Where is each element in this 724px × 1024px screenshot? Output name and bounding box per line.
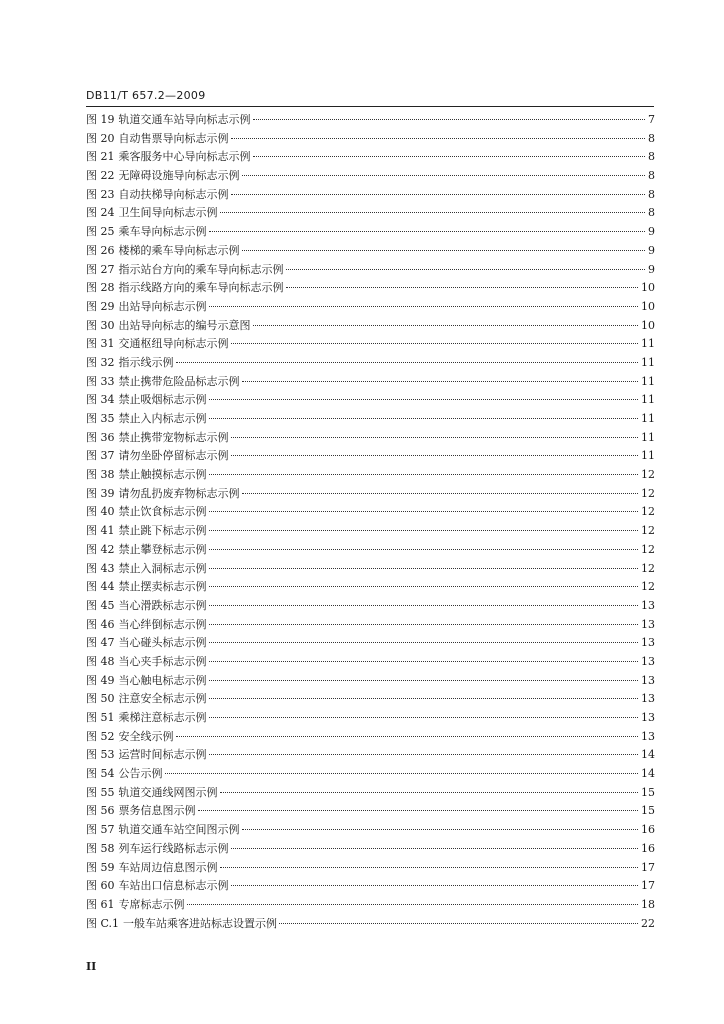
figure-title: 乘梯注意标志示例 [118, 711, 207, 724]
figure-title: 出站导向标志的编号示意图 [118, 318, 251, 332]
page-reference: 12 [641, 468, 655, 482]
page-reference: 9 [648, 243, 655, 257]
leader-dots [242, 493, 639, 494]
page-reference: 16 [641, 841, 655, 855]
leader-dots [231, 138, 646, 139]
figure-number: 图 22 [86, 169, 115, 183]
page-reference: 13 [641, 673, 655, 687]
figure-number: 图 38 [86, 468, 115, 482]
toc-entry[interactable] [86, 859, 655, 878]
toc-entry[interactable] [86, 485, 655, 504]
leader-dots [242, 250, 646, 251]
page-reference: 10 [641, 299, 655, 313]
leader-dots [253, 325, 639, 326]
figure-title: 请勿乱扔废弃物标志示例 [118, 486, 240, 500]
figure-title: 注意安全标志示例 [118, 692, 207, 706]
figure-title: 当心碰头标志示例 [118, 636, 207, 650]
figure-number: 图 33 [86, 374, 115, 388]
page-reference: 16 [641, 823, 655, 837]
leader-dots [209, 624, 639, 625]
toc-entry[interactable] [86, 765, 655, 784]
toc-entry[interactable] [86, 429, 655, 448]
header-rule [86, 106, 654, 107]
toc-entry[interactable] [86, 298, 655, 317]
leader-dots [242, 829, 639, 830]
figure-number: 图 41 [86, 524, 115, 538]
toc-entry[interactable] [86, 840, 655, 859]
leader-dots [209, 568, 639, 569]
figure-number: 图 50 [86, 692, 115, 706]
toc-entry[interactable] [86, 784, 655, 803]
page-reference: 11 [641, 449, 655, 463]
page-reference: 13 [641, 692, 655, 706]
table-of-figures [86, 111, 655, 933]
figure-title: 指示线路方向的乘车导向标志示例 [118, 281, 284, 295]
page-reference: 9 [648, 262, 655, 276]
figure-title: 自动扶梯导向标志示例 [118, 187, 229, 201]
figure-number: 图 60 [86, 879, 115, 893]
page-reference: 11 [641, 430, 655, 444]
figure-title: 禁止触摸标志示例 [118, 468, 207, 482]
leader-dots [209, 511, 639, 512]
figure-title: 指示线示例 [118, 355, 174, 369]
figure-number: 图 42 [86, 542, 115, 556]
page-reference: 11 [641, 355, 655, 369]
figure-title: 车站出口信息标志示例 [118, 879, 229, 893]
page-reference: 12 [641, 561, 655, 575]
figure-title: 轨道交通车站空间图示例 [118, 823, 240, 837]
page-reference: 11 [641, 412, 655, 425]
leader-dots [231, 885, 639, 886]
figure-number: 图 26 [86, 243, 115, 257]
figure-number: 图 32 [86, 355, 115, 369]
leader-dots [286, 287, 639, 288]
toc-entry[interactable] [86, 391, 655, 410]
figure-number: 图 31 [86, 337, 115, 351]
page-reference: 11 [641, 374, 655, 388]
figure-title: 当心触电标志示例 [118, 673, 207, 687]
figure-title: 禁止携带宠物标志示例 [118, 430, 229, 444]
leader-dots [220, 212, 646, 213]
figure-number: 图 25 [86, 225, 115, 239]
toc-entry[interactable] [86, 111, 655, 130]
toc-entry[interactable] [86, 335, 655, 354]
figure-title: 禁止跳下标志示例 [118, 524, 207, 538]
toc-entry[interactable] [86, 447, 655, 466]
page-reference: 15 [641, 785, 655, 799]
figure-number: 图 51 [86, 711, 115, 724]
leader-dots [231, 437, 639, 438]
toc-entry[interactable] [86, 373, 655, 392]
leader-dots [242, 175, 646, 176]
figure-title: 交通枢纽导向标志示例 [118, 337, 229, 351]
figure-number: 图 40 [86, 505, 115, 519]
page-reference: 13 [641, 636, 655, 650]
toc-entry[interactable] [86, 746, 655, 765]
leader-dots [209, 586, 639, 587]
leader-dots [187, 904, 639, 905]
page-reference: 14 [641, 748, 655, 762]
figure-number: 图 36 [86, 430, 115, 444]
page-reference: 12 [641, 580, 655, 594]
figure-title: 自动售票导向标志示例 [118, 131, 229, 145]
figure-number: 图 34 [86, 393, 115, 407]
figure-number: 图 53 [86, 748, 115, 762]
page-reference: 8 [648, 206, 655, 220]
toc-entry[interactable] [86, 672, 655, 691]
leader-dots [209, 642, 639, 643]
figure-number: 图 24 [86, 206, 115, 220]
toc-entry[interactable] [86, 466, 655, 485]
figure-title: 禁止攀登标志示例 [118, 542, 207, 556]
page-reference: 11 [641, 393, 655, 407]
toc-entry[interactable] [86, 653, 655, 672]
leader-dots [253, 119, 646, 120]
toc-entry[interactable] [86, 410, 655, 429]
page-reference: 10 [641, 318, 655, 332]
figure-title: 当心绊倒标志示例 [118, 617, 207, 631]
leader-dots [209, 231, 646, 232]
toc-entry[interactable] [86, 261, 655, 280]
leader-dots [209, 680, 639, 681]
toc-entry[interactable] [86, 167, 655, 186]
figure-title: 禁止入内标志示例 [118, 412, 207, 425]
figure-number: 图 59 [86, 860, 115, 874]
figure-title: 轨道交通车站导向标志示例 [118, 113, 251, 126]
figure-title: 安全线示例 [118, 729, 174, 743]
figure-number: 图 46 [86, 617, 115, 631]
figure-title: 禁止吸烟标志示例 [118, 393, 207, 407]
leader-dots [176, 736, 639, 737]
figure-number: 图 39 [86, 486, 115, 500]
leader-dots [209, 418, 639, 419]
figure-number: 图 27 [86, 262, 115, 276]
figure-title: 一般车站乘客进站标志设置示例 [123, 916, 278, 930]
toc-entry[interactable] [86, 560, 655, 579]
figure-title: 乘客服务中心导向标志示例 [118, 150, 251, 164]
page-reference: 13 [641, 654, 655, 668]
toc-entry[interactable] [86, 317, 655, 336]
leader-dots [165, 773, 639, 774]
figure-title: 运营时间标志示例 [118, 748, 207, 762]
leader-dots [231, 848, 639, 849]
figure-title: 禁止携带危险品标志示例 [118, 374, 240, 388]
figure-number: 图 30 [86, 318, 115, 332]
toc-entry[interactable] [86, 915, 655, 934]
figure-number: 图 54 [86, 767, 115, 781]
figure-number: 图 43 [86, 561, 115, 575]
toc-entry[interactable] [86, 896, 655, 915]
page-reference: 13 [641, 617, 655, 631]
leader-dots [209, 530, 639, 531]
toc-entry[interactable] [86, 354, 655, 373]
figure-number: 图 28 [86, 281, 115, 295]
figure-title: 当心滑跌标志示例 [118, 598, 207, 612]
toc-entry[interactable] [86, 148, 655, 167]
figure-title: 乘车导向标志示例 [118, 225, 207, 239]
toc-entry[interactable] [86, 578, 655, 597]
figure-title: 无障碍设施导向标志示例 [118, 169, 240, 183]
figure-title: 请勿坐卧停留标志示例 [118, 449, 229, 463]
figure-number: 图 44 [86, 580, 115, 594]
figure-number: 图 47 [86, 636, 115, 650]
toc-entry[interactable] [86, 728, 655, 747]
toc-entry[interactable] [86, 204, 655, 223]
figure-number: 图 58 [86, 841, 115, 855]
figure-title: 列车运行线路标志示例 [118, 841, 229, 855]
figure-number: 图 19 [86, 113, 115, 126]
page-reference: 14 [641, 767, 655, 781]
figure-number: 图 20 [86, 131, 115, 145]
page-reference: 13 [641, 729, 655, 743]
leader-dots [279, 923, 638, 924]
page-reference: 11 [641, 337, 655, 351]
leader-dots [242, 381, 639, 382]
leader-dots [209, 399, 639, 400]
figure-title: 禁止入洞标志示例 [118, 561, 207, 575]
toc-entry[interactable] [86, 690, 655, 709]
page-reference: 12 [641, 524, 655, 538]
leader-dots [209, 549, 639, 550]
figure-number: 图 61 [86, 897, 115, 911]
page-reference: 17 [641, 860, 655, 874]
toc-entry[interactable] [86, 130, 655, 149]
figure-number: 图 37 [86, 449, 115, 463]
figure-title: 禁止摆卖标志示例 [118, 580, 207, 594]
leader-dots [209, 306, 639, 307]
page-reference: 12 [641, 542, 655, 556]
figure-title: 指示站台方向的乘车导向标志示例 [118, 262, 284, 276]
figure-title: 票务信息图示例 [118, 804, 196, 818]
leader-dots [253, 156, 646, 157]
leader-dots [176, 362, 639, 363]
toc-entry[interactable] [86, 522, 655, 541]
figure-number: 图 C.1 [86, 916, 120, 930]
leader-dots [209, 474, 639, 475]
leader-dots [209, 698, 639, 699]
toc-entry[interactable] [86, 223, 655, 242]
figure-title: 车站周边信息图示例 [118, 860, 218, 874]
figure-title: 出站导向标志示例 [118, 299, 207, 313]
page-reference: 13 [641, 711, 655, 724]
leader-dots [231, 194, 646, 195]
figure-number: 图 49 [86, 673, 115, 687]
figure-title: 楼梯的乘车导向标志示例 [118, 243, 240, 257]
figure-number: 图 35 [86, 412, 115, 425]
figure-title: 禁止饮食标志示例 [118, 505, 207, 519]
page-reference: 7 [648, 113, 655, 126]
page-reference: 9 [648, 225, 655, 239]
page-reference: 18 [641, 897, 655, 911]
figure-title: 当心夹手标志示例 [118, 654, 207, 668]
page-reference: 8 [648, 169, 655, 183]
leader-dots [209, 717, 639, 718]
toc-entry[interactable] [86, 242, 655, 261]
toc-entry[interactable] [86, 541, 655, 560]
figure-number: 图 23 [86, 187, 115, 201]
page-reference: 12 [641, 486, 655, 500]
document-code-header: DB11/T 657.2—2009 [86, 89, 206, 102]
figure-number: 图 56 [86, 804, 115, 818]
page-number: II [86, 960, 97, 973]
toc-entry[interactable] [86, 709, 655, 728]
leader-dots [231, 343, 639, 344]
figure-number: 图 52 [86, 729, 115, 743]
toc-entry[interactable] [86, 802, 655, 821]
leader-dots [286, 269, 646, 270]
figure-number: 图 48 [86, 654, 115, 668]
toc-entry[interactable] [86, 186, 655, 205]
leader-dots [231, 455, 639, 456]
page-reference: 17 [641, 879, 655, 893]
leader-dots [198, 810, 639, 811]
page-reference: 8 [648, 131, 655, 145]
page-reference: 12 [641, 505, 655, 519]
figure-number: 图 21 [86, 150, 115, 164]
toc-entry[interactable] [86, 634, 655, 653]
page-reference: 8 [648, 150, 655, 164]
toc-entry[interactable] [86, 597, 655, 616]
toc-entry[interactable] [86, 616, 655, 635]
toc-entry[interactable] [86, 503, 655, 522]
figure-title: 卫生间导向标志示例 [118, 206, 218, 220]
leader-dots [220, 867, 639, 868]
page-reference: 8 [648, 187, 655, 201]
figure-title: 轨道交通线网图示例 [118, 785, 218, 799]
figure-title: 专席标志示例 [118, 897, 185, 911]
leader-dots [209, 754, 639, 755]
figure-number: 图 57 [86, 823, 115, 837]
figure-number: 图 29 [86, 299, 115, 313]
figure-number: 图 45 [86, 598, 115, 612]
leader-dots [209, 605, 639, 606]
figure-title: 公告示例 [118, 767, 163, 781]
toc-entry[interactable] [86, 821, 655, 840]
toc-entry[interactable] [86, 877, 655, 896]
page-reference: 15 [641, 804, 655, 818]
page-reference: 10 [641, 281, 655, 295]
figure-number: 图 55 [86, 785, 115, 799]
leader-dots [220, 792, 639, 793]
page-reference: 13 [641, 598, 655, 612]
page-reference: 22 [641, 916, 655, 930]
leader-dots [209, 661, 639, 662]
toc-entry[interactable] [86, 279, 655, 298]
